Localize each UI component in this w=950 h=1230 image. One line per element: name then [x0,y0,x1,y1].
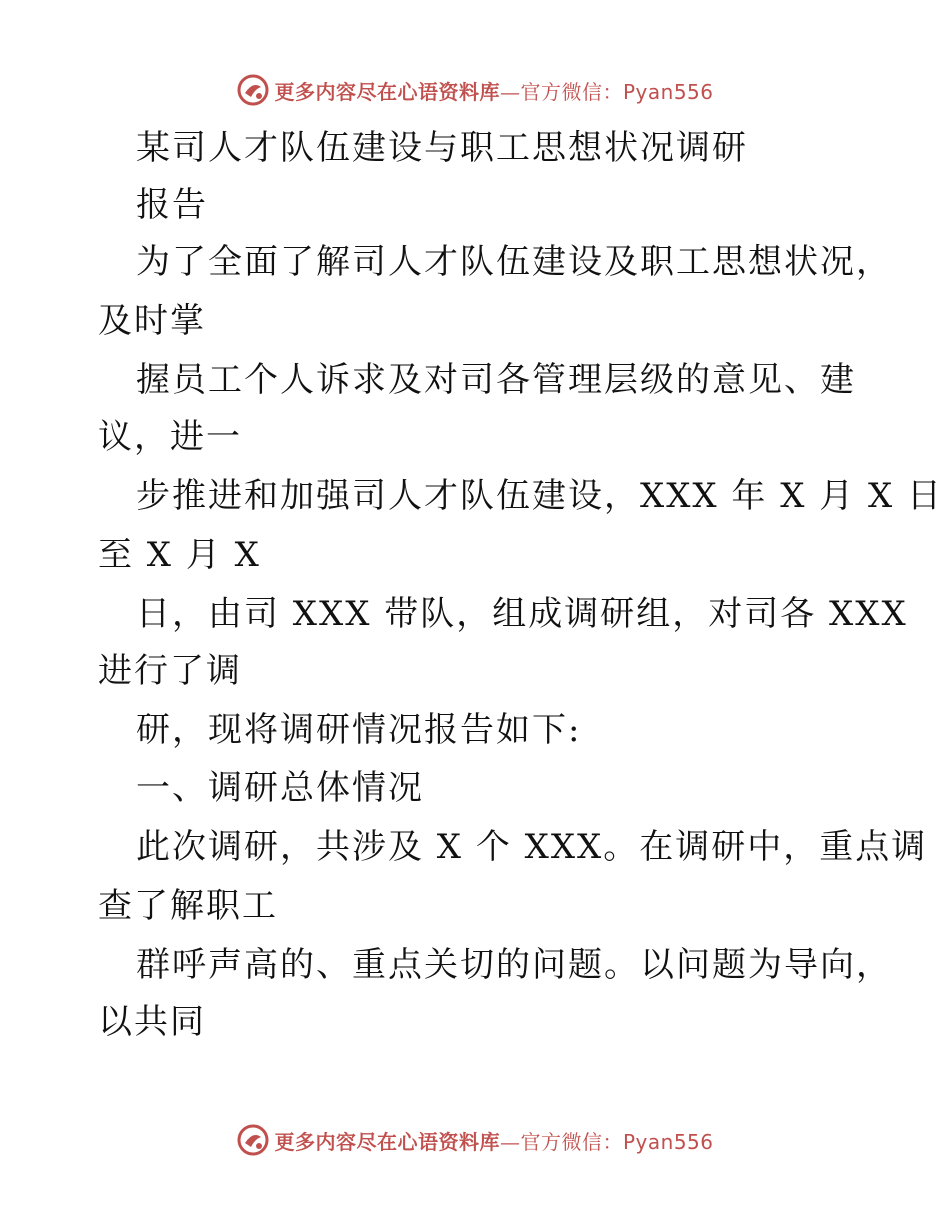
paragraph-line: 日，由司 XXX 带队，组成调研组，对司各 XXX [136,594,908,634]
paragraph-line: 此次调研，共涉及 X 个 XXX。在调研中，重点调 [136,827,928,867]
paragraph-line: 进行了调 [98,651,242,691]
paragraph-line: 握员工个人诉求及对司各管理层级的意见、建 [136,360,856,400]
footer-banner-text [274,1126,713,1155]
brand-logo-icon [236,73,270,107]
footer-wechat-label: —官方微信： [499,1129,623,1154]
header-wechat-label: —官方微信： [499,79,623,104]
header-wechat-id: Pyan556 [622,79,714,104]
header-site-name: 更多内容尽在心语资料库 [274,79,500,104]
paragraph-line: 以共同 [98,1002,206,1042]
paragraph-line: 为了全面了解司人才队伍建设及职工思想状况， [136,242,892,282]
paragraph-line: 步推进和加强司人才队伍建设，XXX 年 X 月 X 日 [136,476,944,516]
header-banner [0,70,950,110]
document-title-line-2: 报告 [136,185,208,225]
section-heading: 一、调研总体情况 [136,768,424,808]
footer-banner [0,1120,950,1160]
footer-wechat-id: Pyan556 [622,1129,714,1154]
paragraph-line: 查了解职工 [98,886,278,926]
paragraph-line: 议，进一 [98,417,242,457]
footer-site-name: 更多内容尽在心语资料库 [274,1129,500,1154]
paragraph-line: 研，现将调研情况报告如下: [136,710,582,750]
document-title-line-1: 某司人才队伍建设与职工思想状况调研 [136,128,748,168]
paragraph-line: 及时掌 [98,301,206,341]
paragraph-line: 群呼声高的、重点关切的问题。以问题为导向， [136,945,892,985]
header-banner-text [274,76,713,105]
brand-logo-icon [236,1123,270,1157]
paragraph-line: 至 X 月 X [98,535,261,575]
